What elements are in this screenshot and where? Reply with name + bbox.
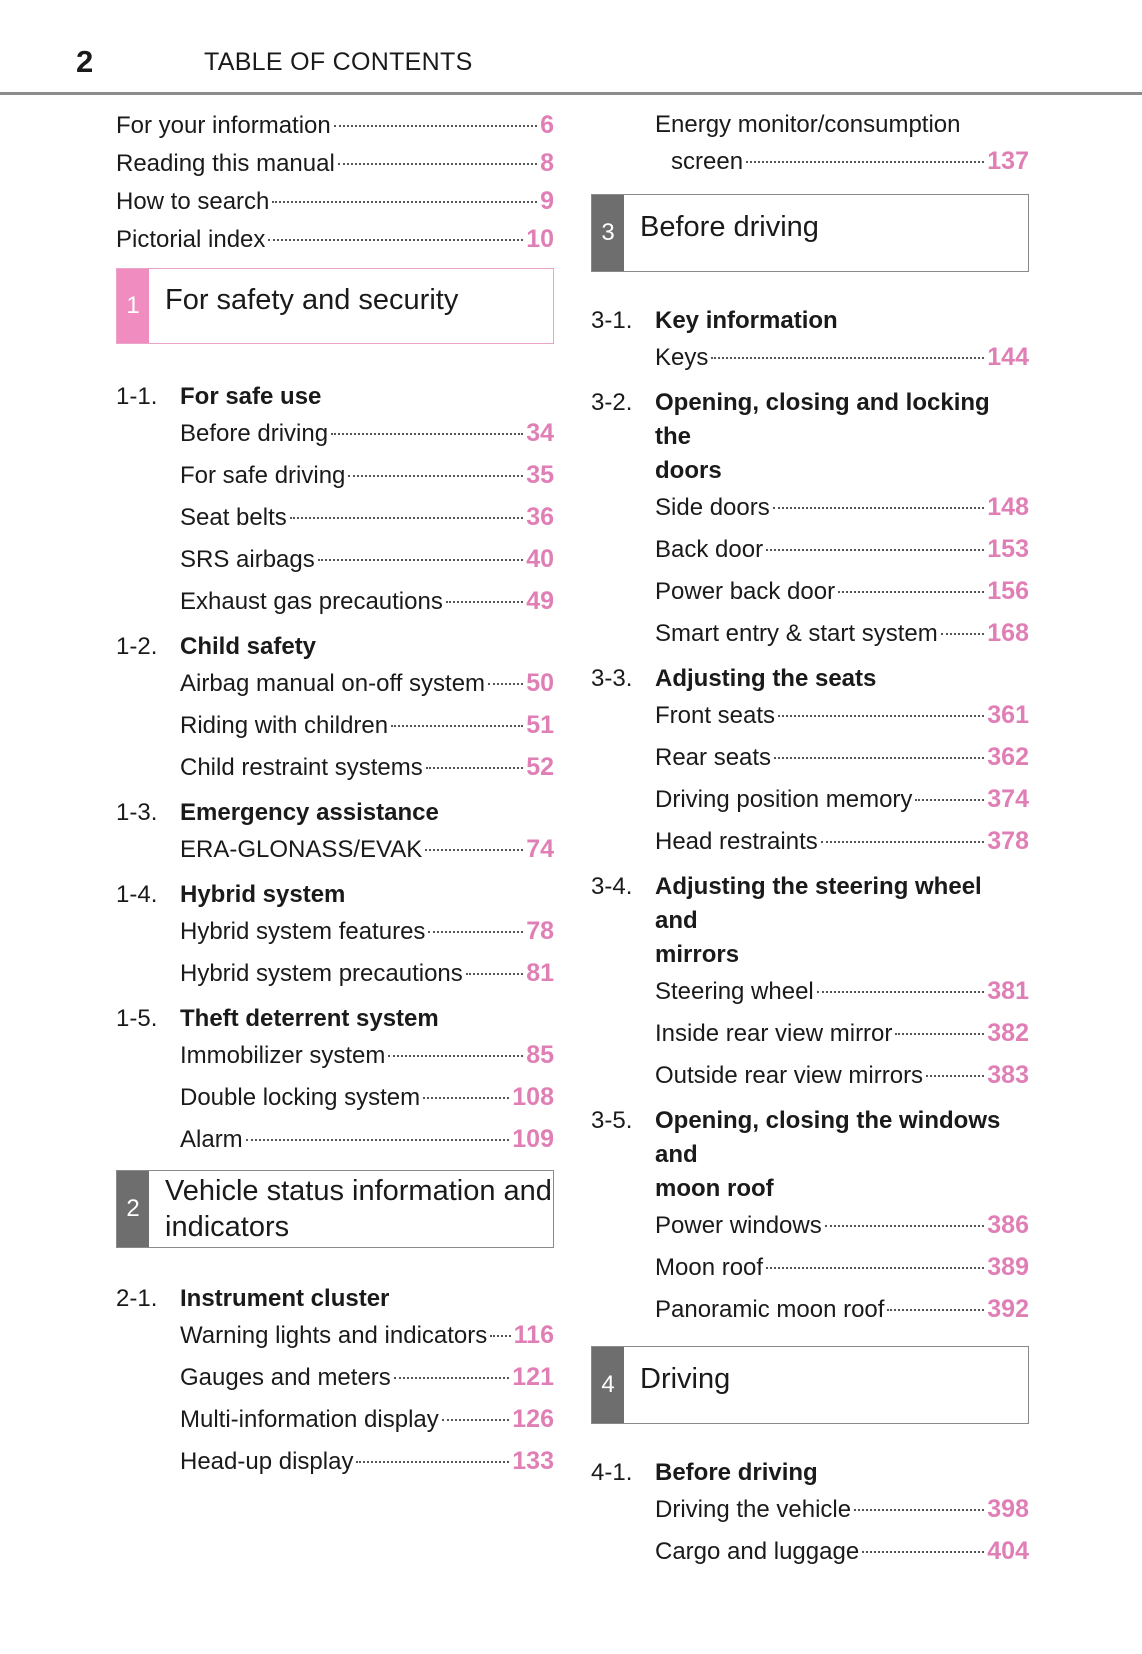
section-heading[interactable]: 3-3. Adjusting the seats (591, 665, 877, 692)
toc-entry[interactable]: Hybrid system features 78 (180, 912, 554, 954)
chapter-title: Driving (640, 1363, 731, 1395)
section-heading[interactable]: 1-1. For safe use (116, 383, 322, 410)
toc-entry[interactable]: Head-up display 133 (180, 1442, 554, 1484)
header-rule (0, 92, 1142, 95)
page-ref: 168 (987, 619, 1029, 647)
page-ref: 144 (987, 343, 1029, 371)
page-ref: 6 (540, 111, 554, 139)
toc-entry[interactable]: Driving the vehicle 398 (655, 1490, 1029, 1532)
page-ref: 85 (526, 1041, 554, 1069)
toc-entry[interactable]: Pictorial index 10 (116, 220, 554, 258)
page-ref: 116 (513, 1321, 554, 1349)
section-heading[interactable]: 3-1. Key information (591, 307, 838, 334)
chapter-title-line1: Vehicle status information and (165, 1175, 552, 1207)
page-ref: 156 (987, 577, 1029, 605)
page-ref: 40 (526, 545, 554, 573)
chapter-3-heading[interactable] (591, 194, 1029, 272)
toc-entry[interactable]: SRS airbags 40 (180, 540, 554, 582)
page-ref: 381 (987, 977, 1029, 1005)
toc-entry[interactable]: Head restraints 378 (655, 822, 1029, 864)
page-ref: 10 (526, 225, 554, 253)
page-ref: 404 (987, 1537, 1029, 1565)
page-ref: 361 (987, 701, 1029, 729)
toc-entry[interactable]: Immobilizer system 85 (180, 1036, 554, 1078)
chapter-title-line2: indicators (165, 1211, 290, 1243)
page-ref: 8 (540, 149, 554, 177)
toc-entry[interactable]: Seat belts 36 (180, 498, 554, 540)
page-ref: 392 (987, 1295, 1029, 1323)
page-ref: 34 (526, 419, 554, 447)
page-ref: 126 (512, 1405, 554, 1433)
toc-entry[interactable]: Inside rear view mirror 382 (655, 1014, 1029, 1056)
toc-entry[interactable]: Before driving 34 (180, 414, 554, 456)
page-ref: 389 (987, 1253, 1029, 1281)
section-heading[interactable]: 3-2. Opening, closing and locking the doors (591, 389, 990, 484)
toc-entry[interactable]: For safe driving 35 (180, 456, 554, 498)
page-number: 2 (76, 44, 94, 79)
chapter-tab: 1 (117, 269, 149, 343)
page-ref: 51 (526, 711, 554, 739)
toc-entry[interactable]: Side doors 148 (655, 488, 1029, 530)
header-title: TABLE OF CONTENTS (204, 48, 473, 76)
toc-entry[interactable]: Front seats 361 (655, 696, 1029, 738)
toc-right-column (591, 106, 1029, 1574)
toc-entry[interactable]: Power windows 386 (655, 1206, 1029, 1248)
page-ref: 153 (987, 535, 1029, 563)
section-heading[interactable]: 3-5. Opening, closing the windows and moon roof (591, 1107, 1001, 1202)
toc-entry[interactable]: Cargo and luggage 404 (655, 1532, 1029, 1574)
chapter-tab: 4 (592, 1347, 624, 1423)
toc-entry[interactable]: Rear seats 362 (655, 738, 1029, 780)
toc-entry[interactable]: Power back door 156 (655, 572, 1029, 614)
page-ref: 148 (987, 493, 1029, 521)
toc-entry[interactable]: Gauges and meters 121 (180, 1358, 554, 1400)
section-heading[interactable]: 3-4. Adjusting the steering wheel and mirrors (591, 873, 982, 968)
toc-entry[interactable]: Exhaust gas precautions 49 (180, 582, 554, 624)
chapter-4-heading[interactable] (591, 1346, 1029, 1424)
page-ref: 81 (526, 959, 554, 987)
toc-entry[interactable]: How to search 9 (116, 182, 554, 220)
toc-entry[interactable]: Driving position memory 374 (655, 780, 1029, 822)
toc-entry[interactable]: Multi-information display 126 (180, 1400, 554, 1442)
page-ref: 108 (512, 1083, 554, 1111)
page-ref: 398 (987, 1495, 1029, 1523)
page-ref: 35 (526, 461, 554, 489)
toc-left-column (116, 106, 554, 1484)
page-ref: 52 (526, 753, 554, 781)
chapter-1-heading[interactable] (116, 268, 554, 344)
page-ref: 9 (540, 187, 554, 215)
toc-entry[interactable]: Keys 144 (655, 338, 1029, 380)
toc-entry[interactable]: Alarm 109 (180, 1120, 554, 1162)
section-heading[interactable]: 1-3. Emergency assistance (116, 799, 439, 826)
chapter-tab: 3 (592, 195, 624, 271)
page-ref: 386 (987, 1211, 1029, 1239)
chapter-title: For safety and security (165, 284, 459, 316)
chapter-title: Before driving (640, 211, 819, 243)
toc-entry[interactable]: Moon roof 389 (655, 1248, 1029, 1290)
page-ref: 137 (987, 147, 1029, 175)
toc-entry[interactable]: Back door 153 (655, 530, 1029, 572)
chapter-2-heading[interactable] (116, 1170, 554, 1248)
toc-entry[interactable]: Child restraint systems 52 (180, 748, 554, 790)
section-heading[interactable]: 1-5. Theft deterrent system (116, 1005, 439, 1032)
page-ref: 36 (526, 503, 554, 531)
section-heading[interactable]: 1-4. Hybrid system (116, 881, 346, 908)
page-ref: 383 (987, 1061, 1029, 1089)
page-ref: 362 (987, 743, 1029, 771)
page-ref: 382 (987, 1019, 1029, 1047)
toc-entry[interactable]: Steering wheel 381 (655, 972, 1029, 1014)
toc-entry[interactable]: Panoramic moon roof 392 (655, 1290, 1029, 1332)
page-ref: 49 (526, 587, 554, 615)
toc-entry[interactable]: Riding with children 51 (180, 706, 554, 748)
page-ref: 50 (526, 669, 554, 697)
toc-entry[interactable]: Warning lights and indicators 116 (180, 1316, 554, 1358)
toc-entry[interactable]: Hybrid system precautions 81 (180, 954, 554, 996)
page-ref: 374 (987, 785, 1029, 813)
section-heading[interactable]: 1-2. Child safety (116, 633, 317, 660)
toc-entry[interactable]: Reading this manual 8 (116, 144, 554, 182)
toc-entry[interactable]: ERA-GLONASS/EVAK 74 (180, 830, 554, 872)
page-ref: 74 (526, 835, 554, 863)
toc-entry[interactable]: Double locking system 108 (180, 1078, 554, 1120)
page-ref: 133 (512, 1447, 554, 1475)
page-ref: 109 (512, 1125, 554, 1153)
toc-entry[interactable]: Smart entry & start system 168 (655, 614, 1029, 656)
toc-entry[interactable]: Energy monitor/consumption screen 137 (591, 106, 1029, 178)
toc-entry[interactable]: Outside rear view mirrors 383 (655, 1056, 1029, 1098)
section-heading[interactable]: 4-1. Before driving (591, 1459, 818, 1486)
toc-entry[interactable]: For your information 6 (116, 106, 554, 144)
page-ref: 78 (526, 917, 554, 945)
toc-entry[interactable]: Airbag manual on-off system 50 (180, 664, 554, 706)
page-ref: 378 (987, 827, 1029, 855)
page-ref: 121 (512, 1363, 554, 1391)
page-header (0, 0, 1142, 96)
chapter-tab: 2 (117, 1171, 149, 1247)
section-heading[interactable]: 2-1. Instrument cluster (116, 1285, 390, 1312)
